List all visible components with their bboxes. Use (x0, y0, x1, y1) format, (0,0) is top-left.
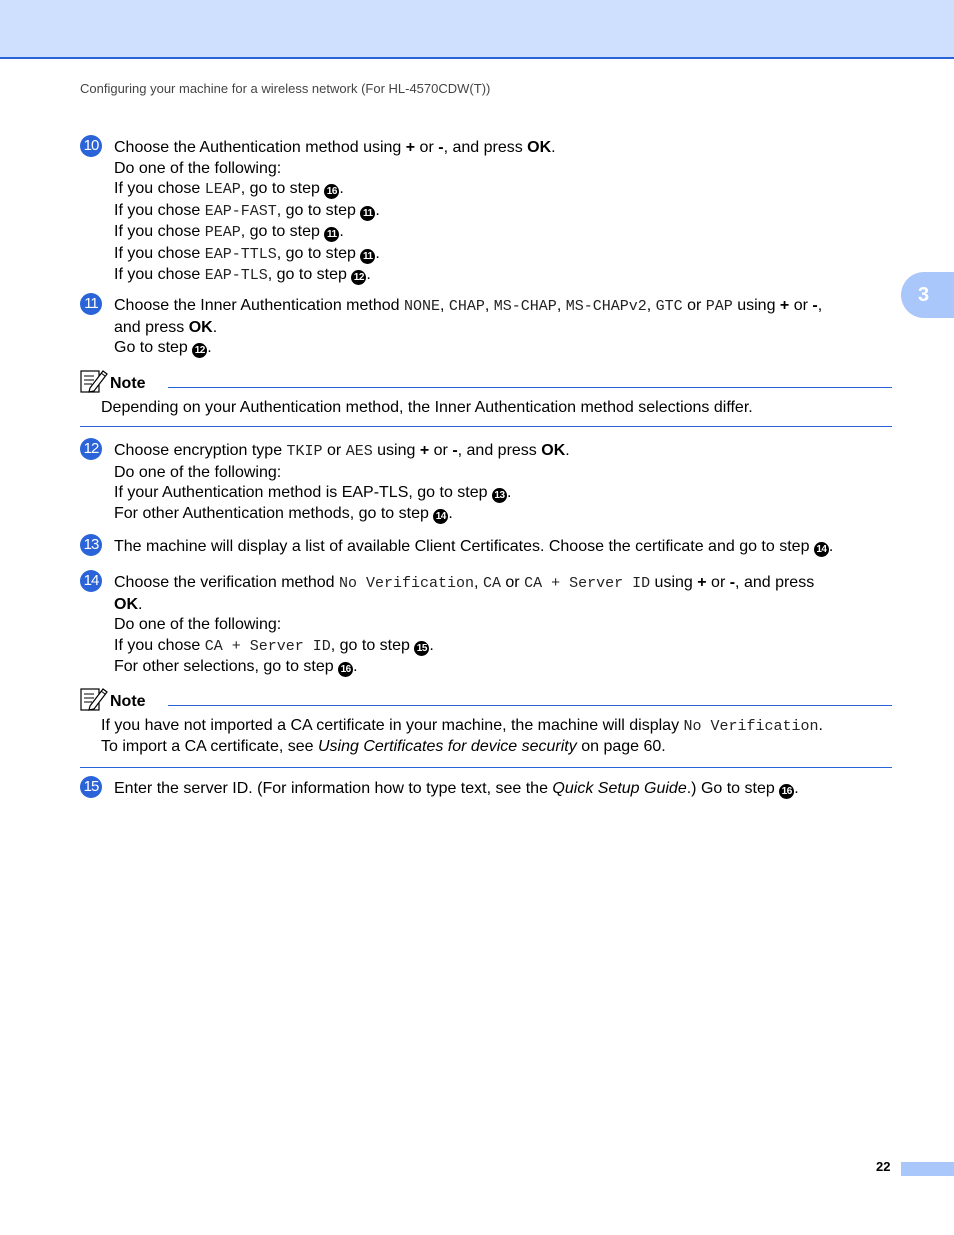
step-number-badge: 13 (80, 534, 102, 556)
footer-tab-bar (901, 1162, 954, 1176)
note-box (80, 368, 892, 427)
step-line: Choose the verification method No Verification, CA or CA + Server ID using + or -, and press (114, 574, 815, 592)
step-reference[interactable]: 12 (351, 270, 366, 285)
note-bottom-rule (80, 767, 892, 768)
step-12 (80, 441, 892, 524)
step-line: If you chose EAP-TLS, go to step 12 . (114, 266, 371, 284)
step-line: If your Authentication method is EAP-TLS, go to step 13 . (114, 484, 512, 501)
step-15 (80, 779, 892, 800)
step-number-badge: 11 (80, 293, 102, 315)
step-reference[interactable]: 16 (338, 662, 353, 677)
step-line: If you chose PEAP, go to step 11 . (114, 223, 344, 241)
step-line: and press OK. (114, 318, 218, 336)
step-line: For other selections, go to step 16 . (114, 658, 358, 675)
note-label: Note (110, 375, 146, 392)
note-box (80, 686, 892, 768)
step-reference[interactable]: 12 (192, 343, 207, 358)
step-14 (80, 573, 892, 678)
step-11 (80, 296, 892, 359)
note-label: Note (110, 693, 146, 710)
step-line: If you chose EAP-FAST, go to step 11 . (114, 201, 380, 220)
note-pencil-icon (80, 686, 108, 712)
step-line: If you chose EAP-TTLS, go to step 11 . (114, 244, 380, 263)
step-line: Choose encryption type TKIP or AES using + or -, and press OK. (114, 442, 570, 460)
note-text: If you have not imported a CA certificate in your machine, the machine will display No Verification. To import a CA certificate, see Using Certificates for device security on page 60. (101, 717, 823, 755)
step-line: Go to step 12 . (114, 339, 212, 356)
note-divider (168, 705, 892, 706)
link-certificates-security[interactable]: Using Certificates for device security (317, 738, 577, 755)
running-header: Configuring your machine for a wireless network (For HL-4570CDW(T)) (80, 81, 491, 96)
step-line: For other Authentication methods, go to step 14 . (114, 504, 453, 522)
step-number-badge: 14 (80, 570, 102, 592)
step-line: Choose the Authentication method using + or -, and press OK. (114, 139, 556, 156)
step-number-badge: 12 (80, 438, 102, 460)
step-reference[interactable]: 14 (433, 509, 448, 524)
step-number-badge: 10 (80, 135, 102, 157)
step-line: Do one of the following: (114, 463, 282, 481)
note-bottom-rule (80, 426, 892, 427)
step-line: If you chose LEAP, go to step 16 . (114, 180, 344, 198)
step-reference[interactable]: 13 (492, 488, 507, 503)
step-reference[interactable]: 14 (814, 542, 829, 557)
step-reference[interactable]: 15 (414, 641, 429, 656)
note-pencil-icon (80, 368, 108, 394)
step-line: Choose the Inner Authentication method NONE, CHAP, MS-CHAP, MS-CHAPv2, GTC or PAP using + or -, (114, 297, 823, 315)
step-reference[interactable]: 16 (779, 784, 794, 799)
step-reference[interactable]: 11 (360, 206, 375, 221)
step-reference[interactable]: 16 (324, 184, 339, 199)
step-13 (80, 537, 892, 558)
step-line: Enter the server ID. (For information how to type text, see the Quick Setup Guide.) Go to step 16 . (114, 780, 799, 797)
step-line: If you chose CA + Server ID, go to step 15 . (114, 636, 434, 655)
step-line: Do one of the following: (114, 616, 282, 633)
top-header-band (0, 0, 954, 59)
step-line: The machine will display a list of available Client Certificates. Choose the certificate and go to step 14 . (114, 538, 834, 555)
step-reference[interactable]: 11 (360, 249, 375, 264)
step-line: OK. (114, 595, 143, 613)
note-divider (168, 387, 892, 388)
step-number-badge: 15 (80, 776, 102, 798)
note-text: Depending on your Authentication method, the Inner Authentication method selections differ. (101, 399, 753, 416)
step-reference[interactable]: 11 (324, 227, 339, 242)
chapter-tab[interactable]: 3 (901, 272, 954, 318)
step-line: Do one of the following: (114, 159, 282, 177)
page-number: 22 (876, 1159, 891, 1174)
step-10 (80, 138, 892, 287)
